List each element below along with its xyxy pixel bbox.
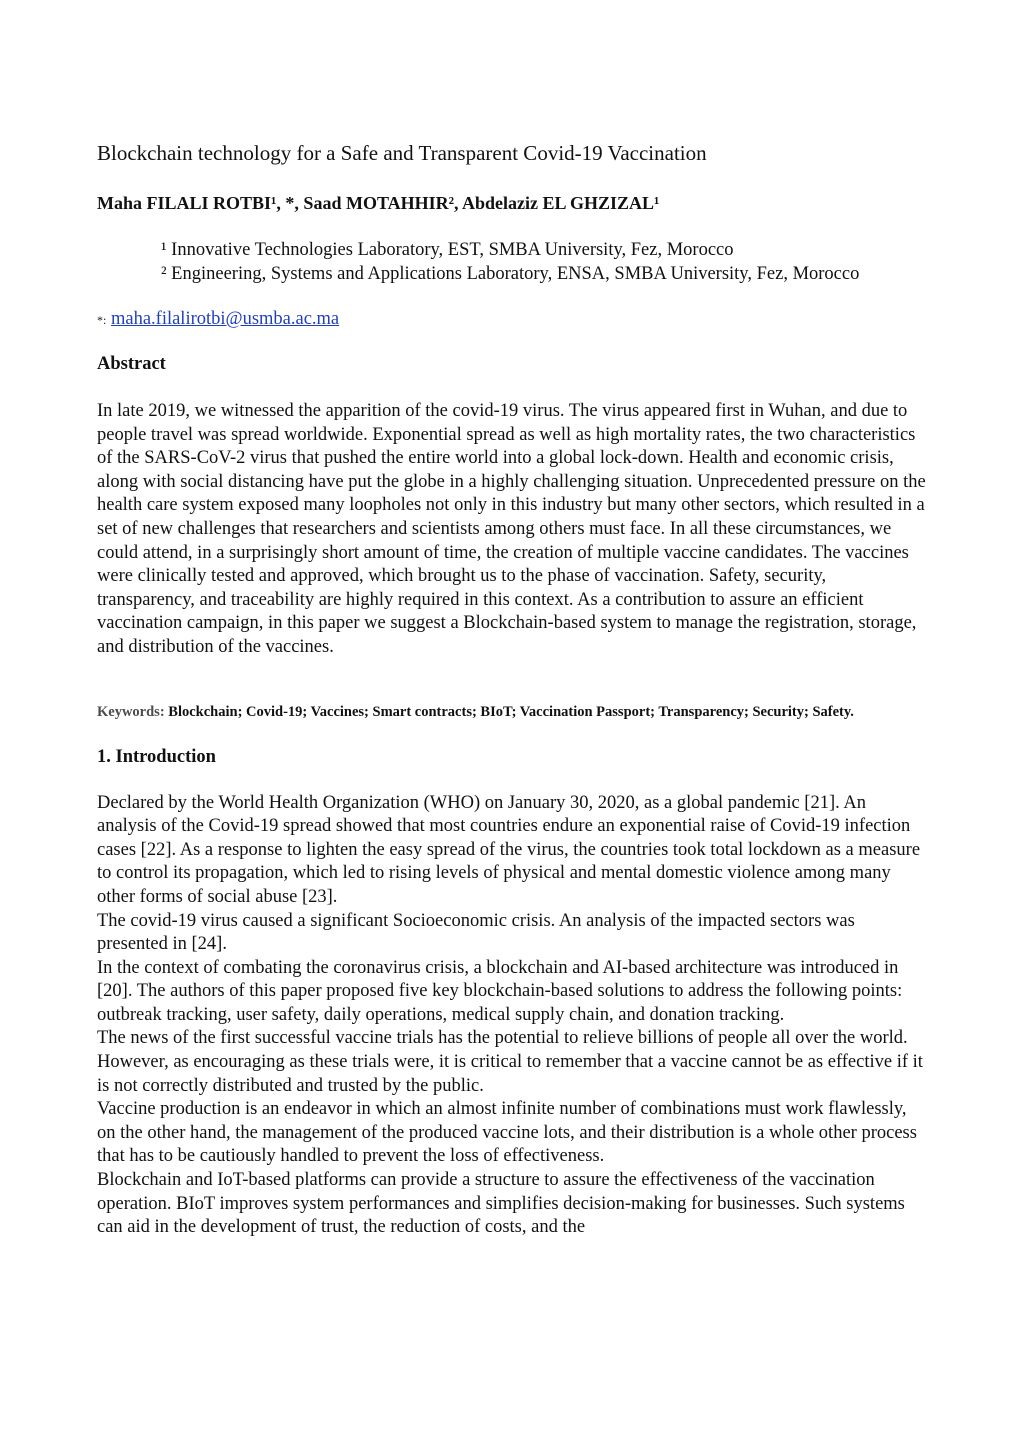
keywords-list: Blockchain; Covid-19; Vaccines; Smart contracts; BIoT; Vaccination Passport; Transparency; Security; Safety. — [168, 703, 854, 720]
email-link[interactable]: maha.filalirotbi@usmba.ac.ma — [110, 309, 340, 329]
intro-paragraph: The covid-19 virus caused a significant Socioeconomic crisis. An analysis of the impacted sectors was presented in [24]. — [97, 910, 855, 955]
keywords — [97, 702, 927, 723]
affiliations — [97, 238, 927, 286]
author-list: Maha FILALI ROTBI¹, *, Saad MOTAHHIR², Abdelaziz EL GHZIZAL¹ — [97, 193, 660, 213]
intro-paragraph: The news of the first successful vaccine trials has the potential to relieve billions of people all over the world. However, as encouraging as these trials were, it is critical to remember that a vaccine cannot be as effective if it is not correctly distributed and trusted by the public. — [97, 1028, 923, 1096]
paper-page — [97, 138, 927, 1240]
affiliation-1: ¹ Innovative Technologies Laboratory, EST, SMBA University, Fez, Morocco — [161, 240, 734, 260]
intro-paragraph: Declared by the World Health Organization (WHO) on January 30, 2020, as a global pandemic [21]. An analysis of the Covid-19 spread showed that most countries endure an exponential raise of Covid-19 infection cases [22]. As a response to lighten the easy spread of the virus, the countries took total lockdown as a measure to control its propagation, which led to rising levels of physical and mental domestic violence among many other forms of social abuse [23]. — [97, 792, 921, 907]
abstract-heading: Abstract — [97, 354, 166, 374]
corresponding-author — [97, 306, 927, 333]
intro-paragraph: Blockchain and IoT-based platforms can provide a structure to assure the effectiveness of the vaccination operation. BIoT improves system performances and simplifies decision-making for businesses. Such systems can aid in the development of trust, the reduction of costs, and the — [97, 1170, 905, 1238]
introduction-body — [97, 792, 927, 1240]
abstract-text: In late 2019, we witnessed the apparition of the covid-19 virus. The virus appeared first in Wuhan, and due to people travel was spread worldwide. Exponential spread as well as high mortality rates, the two characteristics of the SARS-CoV-2 virus that pushed the entire world into a global lock-down. Health and economic crisis, along with social distancing have put the globe in a highly challenging situation. Unprecedented pressure on the health care system exposed many loopholes not only in this industry but many other sectors, which resulted in a set of new challenges that researchers and scientists among others must face. In all these circumstances, we could attend, in a surprisingly short amount of time, the creation of multiple vaccine candidates. The vaccines were clinically tested and approved, which brought us to the phase of vaccination. Safety, security, transparency, and traceability are highly required in this context. As a contribution to assure an efficient vaccination campaign, in this paper we suggest a Blockchain-based system to manage the registration, storage, and distribution of the vaccines. — [97, 401, 926, 657]
intro-paragraph: Vaccine production is an endeavor in which an almost infinite number of combinations must work flawlessly, on the other hand, the management of the produced vaccine lots, and their distribution is a whole other process that has to be cautiously handled to prevent the loss of effectiveness. — [97, 1099, 917, 1167]
intro-paragraph: In the context of combating the coronavirus crisis, a blockchain and AI-based architecture was introduced in [20]. The authors of this paper proposed five key blockchain-based solutions to address the following points: outbreak tracking, user safety, daily operations, medical supply chain, and donation tracking. — [97, 957, 903, 1025]
affiliation-2: ² Engineering, Systems and Applications Laboratory, ENSA, SMBA University, Fez, Morocco — [161, 264, 860, 284]
corresponding-marker: *: — [97, 313, 107, 327]
keywords-label: Keywords: — [97, 703, 165, 720]
paper-title: Blockchain technology for a Safe and Transparent Covid-19 Vaccination — [97, 141, 707, 165]
introduction-heading: 1. Introduction — [97, 746, 216, 767]
